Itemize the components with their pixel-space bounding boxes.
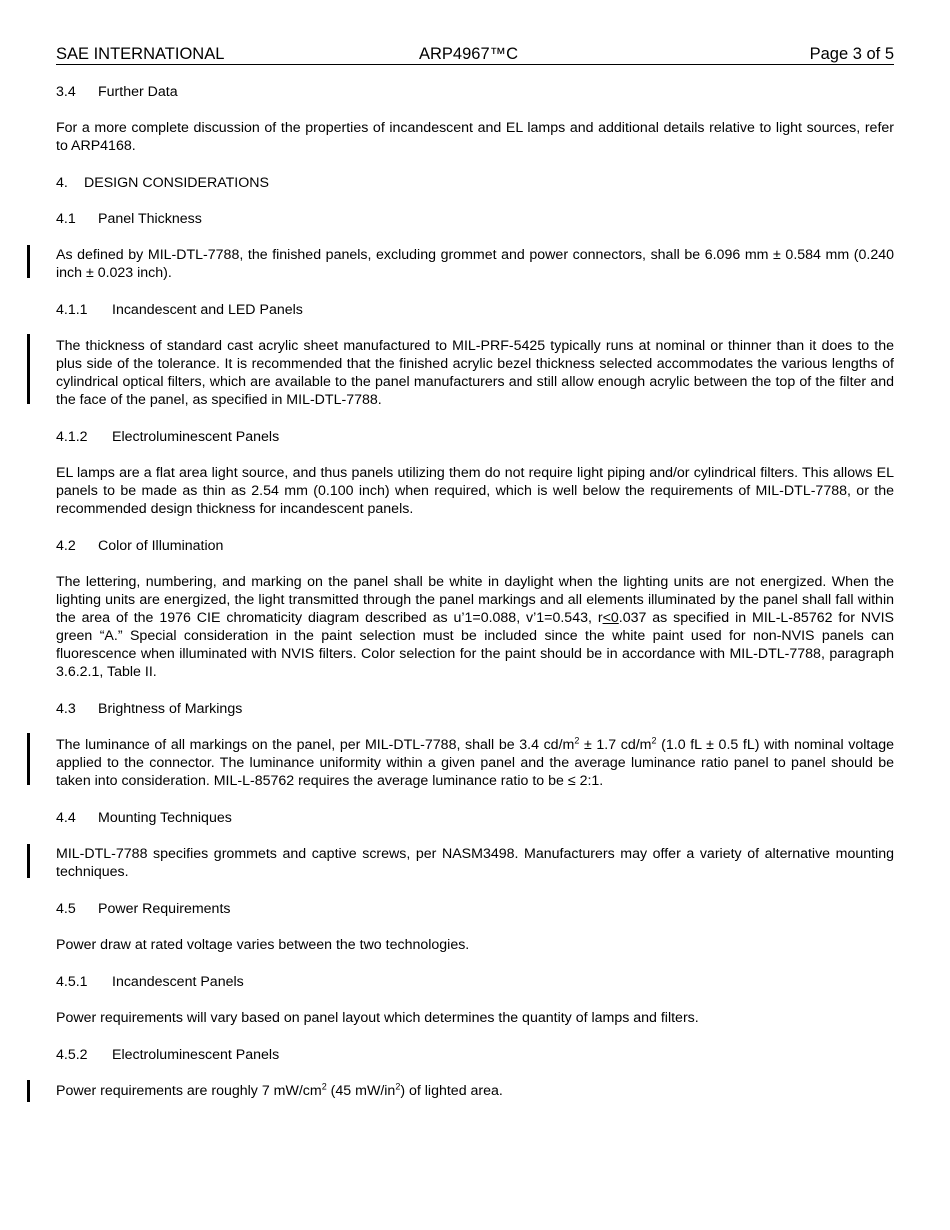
section-3-4-body: For a more complete discussion of the properties of incandescent and EL lamps and additional details relative to light sources, refer to ARP4168. (56, 120, 894, 154)
section-4-heading (56, 174, 894, 192)
section-text: The luminance of all markings on the panel, per MIL-DTL-7788, shall be 3.4 cd/m (56, 737, 575, 753)
section-4-5-heading (56, 900, 894, 918)
section-number: 4. (56, 175, 68, 191)
section-4-1-heading (56, 210, 894, 228)
section-text: The lettering, numbering, and marking on the panel shall be white in daylight when the lighting units are not energized. When the lighting units are energized, the light transmitted through the panel markings and all elements illuminated by the panel shall fall within the area of the 1976 CIE chromaticity diagram described as u’1=0.088, v’1=0.543, r (56, 574, 894, 626)
section-number: 3.4 (56, 84, 76, 100)
section-title: Brightness of Markings (98, 701, 243, 717)
section-title: Panel Thickness (98, 211, 202, 227)
header-org: SAE INTERNATIONAL (56, 45, 225, 63)
section-text: The thickness of standard cast acrylic sheet manufactured to MIL-PRF-5425 typically runs at nominal or thinner than it does to the plus side of the tolerance. It is recommended that the finished acrylic bezel thickness selected accommodates the various lengths of cylindrical optical filters, which are available to the panel manufacturers and still allow enough acrylic between the top of the filter and the face of the panel, as specified in MIL-DTL-7788. (56, 338, 894, 408)
section-4-1-1-heading (56, 301, 894, 319)
section-title: Incandescent and LED Panels (112, 302, 303, 318)
section-title: Color of Illumination (98, 538, 224, 554)
change-bar (27, 844, 30, 878)
section-text: Power requirements are roughly 7 mW/cm (56, 1083, 322, 1099)
section-3-4-heading (56, 83, 894, 101)
section-text: (45 mW/in (326, 1083, 396, 1099)
change-bar (27, 1080, 30, 1102)
superscript: 2 (651, 735, 657, 746)
section-4-2-body (56, 573, 894, 681)
document-body (56, 65, 894, 1100)
section-4-3-heading (56, 700, 894, 718)
section-number: 4.5.2 (56, 1047, 88, 1063)
section-title: DESIGN CONSIDERATIONS (84, 175, 269, 191)
section-number: 4.2 (56, 538, 76, 554)
section-4-1-1-body (56, 337, 894, 409)
section-4-4-body (56, 845, 894, 881)
section-text-continued: .037 as specified in MIL-L-85762 for NVIS green “A.” Special consideration in the paint selection must be included since the white paint used for non-NVIS panels can fluorescence when illuminated with NVIS filters. Color selection for the paint should be in accordance with MIL-DTL-7788, paragraph 3.6.2.1, Table II. (56, 610, 894, 680)
section-title: Power Requirements (98, 901, 231, 917)
superscript: 2 (321, 1081, 327, 1092)
section-number: 4.1 (56, 211, 76, 227)
section-number: 4.3 (56, 701, 76, 717)
section-4-1-2-heading (56, 428, 894, 446)
section-text: MIL-DTL-7788 specifies grommets and captive screws, per NASM3498. Manufacturers may offer a variety of alternative mounting techniques. (56, 846, 894, 880)
section-title: Mounting Techniques (98, 810, 232, 826)
section-4-5-2-body (56, 1082, 894, 1100)
header-doc-id: ARP4967™C (419, 45, 519, 63)
section-title: Further Data (98, 84, 178, 100)
section-title: Electroluminescent Panels (112, 1047, 280, 1063)
section-number: 4.5.1 (56, 974, 88, 990)
section-number: 4.1.1 (56, 302, 88, 318)
section-title: Incandescent Panels (112, 974, 244, 990)
change-bar (27, 733, 30, 785)
change-bar (27, 334, 30, 404)
section-4-1-body (56, 246, 894, 282)
section-text: ± 1.7 cd/m (579, 737, 652, 753)
section-text: As defined by MIL-DTL-7788, the finished panels, excluding grommet and power connectors, shall be 6.096 mm ± 0.584 mm (0.240 inch ± 0.023 inch). (56, 247, 894, 281)
section-4-5-1-heading (56, 973, 894, 991)
section-4-2-heading (56, 537, 894, 555)
section-text: (1.0 fL ± 0.5 fL) with nominal voltage applied to the connector. The luminance uniformity within a given panel and the average luminance ratio panel to panel should be taken into consideration. MIL-L-85762 requires the average luminance ratio to be ≤ 2:1. (56, 737, 895, 789)
superscript: 2 (395, 1081, 401, 1092)
document-page (56, 44, 894, 1119)
underlined-symbol: <0 (602, 610, 619, 626)
section-4-5-2-heading (56, 1046, 894, 1064)
superscript: 2 (574, 735, 580, 746)
section-4-1-2-body: EL lamps are a flat area light source, and thus panels utilizing them do not require light piping and/or cylindrical filters. This allows EL panels to be made as thin as 2.54 mm (0.100 inch) when required, which is well below the requirements of MIL-DTL-7788, or the recommended design thickness for incandescent panels. (56, 465, 894, 517)
page-header (56, 44, 894, 65)
section-4-4-heading (56, 809, 894, 827)
section-number: 4.1.2 (56, 429, 88, 445)
section-4-5-1-body: Power requirements will vary based on panel layout which determines the quantity of lamps and filters. (56, 1010, 699, 1026)
section-title: Electroluminescent Panels (112, 429, 280, 445)
header-page-number: Page 3 of 5 (809, 45, 894, 63)
section-4-3-body (56, 736, 894, 790)
section-4-5-body: Power draw at rated voltage varies between the two technologies. (56, 937, 470, 953)
change-bar (27, 245, 30, 278)
section-number: 4.4 (56, 810, 76, 826)
section-text: ) of lighted area. (400, 1083, 503, 1099)
section-number: 4.5 (56, 901, 76, 917)
